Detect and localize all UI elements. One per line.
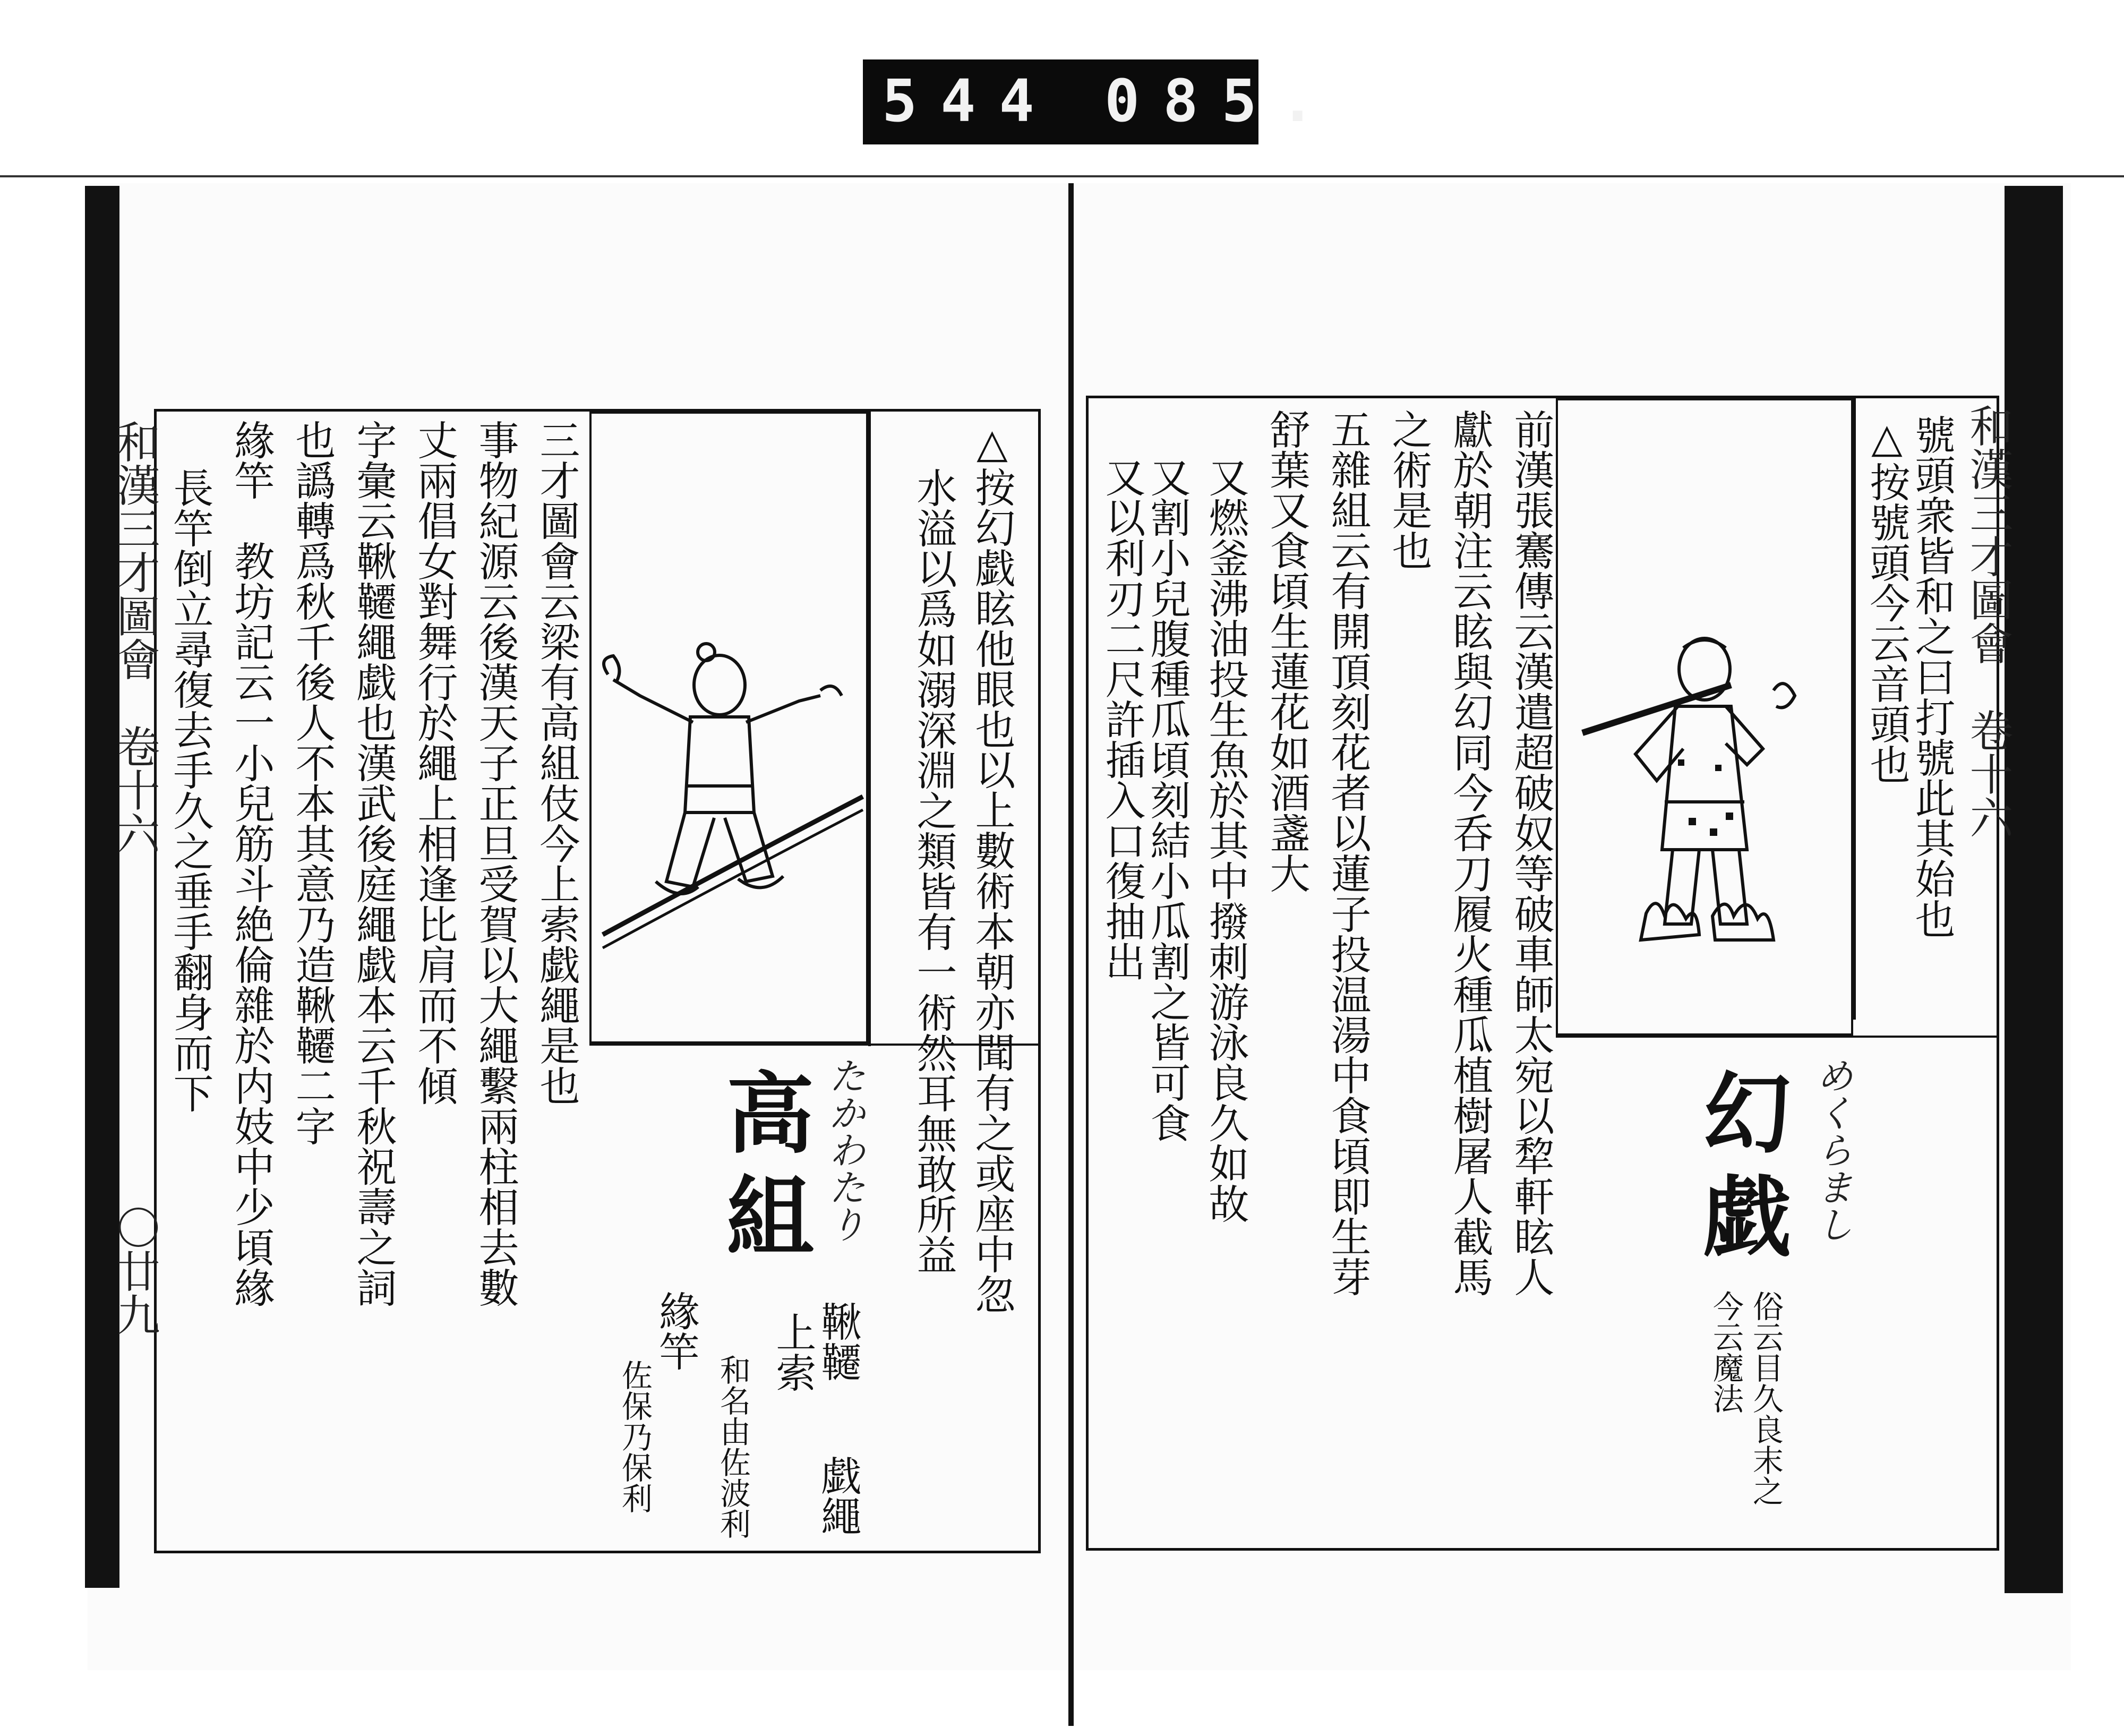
right-alias-2: 今云魔法: [1708, 1290, 1744, 1414]
left-alias-mid-1: 上索: [769, 1312, 817, 1392]
left-alias-left-1: 緣竿: [653, 1290, 700, 1371]
left-text-col-1: 三才圖會云梁有高組伎今上索戯繩是也: [533, 420, 580, 1106]
left-alias-right-2: 戯繩: [815, 1455, 862, 1536]
right-text-col-5: 舒葉又食頃生蓮花如酒盞大: [1263, 409, 1311, 893]
left-note-line-2: 水溢以爲如溺深淵之類皆有一術然耳無敢所益: [910, 467, 957, 1275]
archive-number-right: 085.: [1104, 67, 1339, 135]
left-text-col-6: 緣竿 教坊記云一小兒筋斗絶倫雜於内妓中少頃緣: [228, 420, 275, 1307]
left-page-header: 和漢三才圖會 卷十六: [109, 420, 160, 855]
left-title: 高組: [712, 1067, 815, 1275]
left-text-col-5: 也譌轉爲秋千後人不本其意乃造鞦韆二字: [289, 420, 336, 1146]
left-text-col-2: 事物紀源云後漢天子正旦受賀以大繩繫兩柱相去數: [472, 420, 519, 1307]
flute-performer-illustration: [1572, 627, 1837, 956]
right-text-col-8: 又以利刃二尺許插入口復抽出: [1099, 457, 1146, 981]
left-note-divider: [868, 412, 871, 1046]
right-note-divider: [1853, 396, 1856, 1020]
right-alias-1: 俗云目久良末之: [1748, 1290, 1784, 1506]
scan-edge-line: [0, 175, 2124, 177]
right-note-line-1: 號頭衆皆和之曰打號此其始也: [1908, 414, 1956, 939]
left-title-kana: たかわたり: [823, 1057, 866, 1243]
right-text-col-3: 之術是也: [1385, 409, 1433, 570]
left-text-col-7: 長竿倒立尋復去手久之垂手翻身而下: [167, 467, 214, 1113]
right-page-header: 和漢三才圖會 卷十六: [1963, 404, 2013, 839]
right-text-col-6: 又燃釜沸油投生魚於其中撥刺游泳良久如故: [1202, 457, 1249, 1224]
center-gutter: [1068, 183, 1074, 1726]
left-text-col-4: 字彙云鞦韆繩戯也漢武後庭繩戯本云千秋祝壽之詞: [350, 420, 397, 1307]
left-alias-left-2: 佐保乃保利: [616, 1359, 653, 1513]
right-text-col-4: 五雜組云有開頂刻花者以蓮子投温湯中食頃即生芽: [1324, 409, 1372, 1297]
right-title: 幻戯: [1689, 1067, 1792, 1275]
left-alias-right-1: 鞦韆: [815, 1301, 862, 1382]
left-note-line-1: △按幻戯眩他眼也以上數術本朝亦聞有之或座中忽: [969, 420, 1016, 1314]
right-text-col-7: 又割小兒腹種瓜頃刻結小瓜割之皆可食: [1144, 457, 1191, 1143]
archive-number-left: 544: [882, 67, 1058, 135]
left-alias-mid-2: 和名由佐波利: [715, 1354, 751, 1539]
left-cover-edge: [85, 186, 119, 1588]
right-title-rule: [1556, 1036, 1997, 1038]
archive-number-label: [863, 59, 1339, 144]
right-text-col-1: 前漢張騫傳云漢遣超破奴等破車師太宛以犂軒眩人: [1508, 409, 1555, 1297]
right-note-line-2: △按號頭今云音頭也: [1863, 414, 1911, 784]
left-page-number: 〇廿九: [109, 1205, 160, 1336]
left-text-col-3: 丈兩倡女對舞行於繩上相逢比肩而不傾: [411, 420, 458, 1106]
rope-walker-illustration: [592, 637, 868, 967]
right-text-col-2: 獻於朝注云眩與幻同今呑刀履火種瓜植樹屠人截馬: [1446, 409, 1494, 1297]
right-title-kana: めくらまし: [1810, 1057, 1854, 1243]
